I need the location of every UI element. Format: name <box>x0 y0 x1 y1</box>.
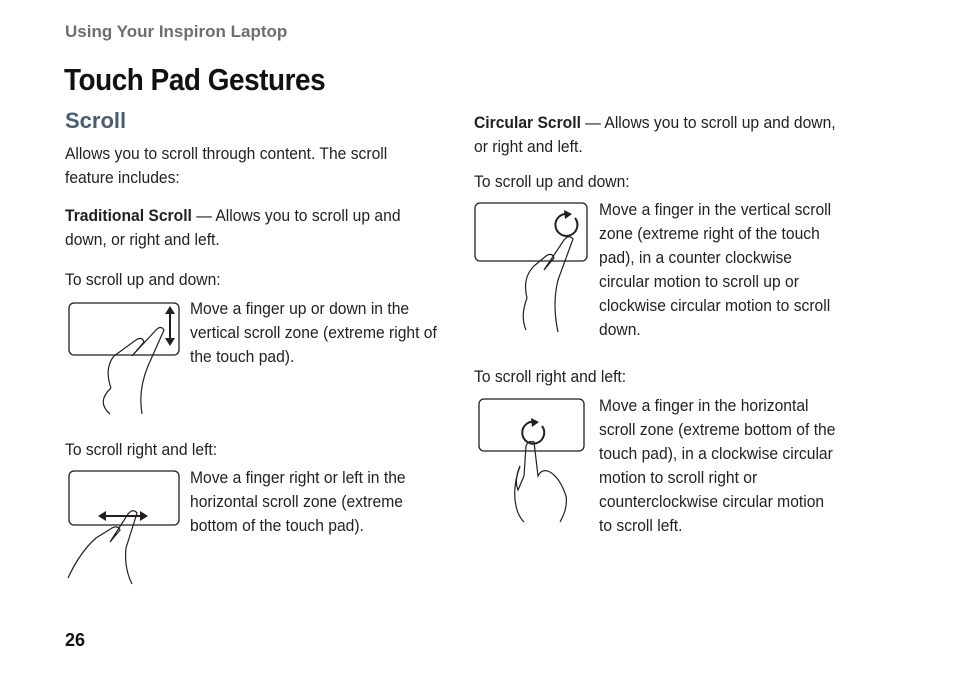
page-number: 26 <box>65 630 86 650</box>
circular-updown-label: To scroll up and down: <box>474 172 630 191</box>
circular-scroll-paragraph <box>474 111 847 159</box>
traditional-updown-label: To scroll up and down: <box>65 270 221 289</box>
circular-horizontal-scroll-figure <box>476 396 591 526</box>
horizontal-scroll-figure <box>66 468 186 586</box>
circular-scroll-desc: — Allows you to scroll up and down, or right and left. <box>474 113 836 156</box>
intro-paragraph: Allows you to scroll through content. The scroll feature includes: <box>65 144 388 187</box>
traditional-scroll-term: Traditional Scroll <box>65 206 192 225</box>
traditional-scroll-paragraph <box>65 204 438 252</box>
traditional-rightleft-label: To scroll right and left: <box>65 440 218 459</box>
vertical-scroll-figure <box>66 298 186 416</box>
section-title: Scroll <box>65 108 127 133</box>
circular-rightleft-label: To scroll right and left: <box>474 367 627 386</box>
traditional-scroll-desc: — Allows you to scroll up and down, or right and left. <box>65 206 401 249</box>
circular-vertical-scroll-figure <box>472 200 597 335</box>
traditional-updown-desc: Move a finger up or down in the vertical scroll zone (extreme right of the touch pad). <box>190 299 437 366</box>
circular-scroll-term: Circular Scroll <box>474 113 581 132</box>
running-head: Using Your Inspiron Laptop <box>65 22 288 41</box>
traditional-rightleft-desc: Move a finger right or left in the horizontal scroll zone (extreme bottom of the touch pad). <box>190 468 406 535</box>
page-title: Touch Pad Gestures <box>64 62 326 97</box>
circular-updown-desc: Move a finger in the vertical scroll zone (extreme right of the touch pad), in a counter clockwise circular motion to scroll up or clockwise circular motion to scroll down. <box>599 200 832 339</box>
circular-rightleft-desc: Move a finger in the horizontal scroll zone (extreme bottom of the touch pad), in a clockwise circular motion to scroll right or counterclockwise circular motion to scroll left. <box>599 396 836 535</box>
